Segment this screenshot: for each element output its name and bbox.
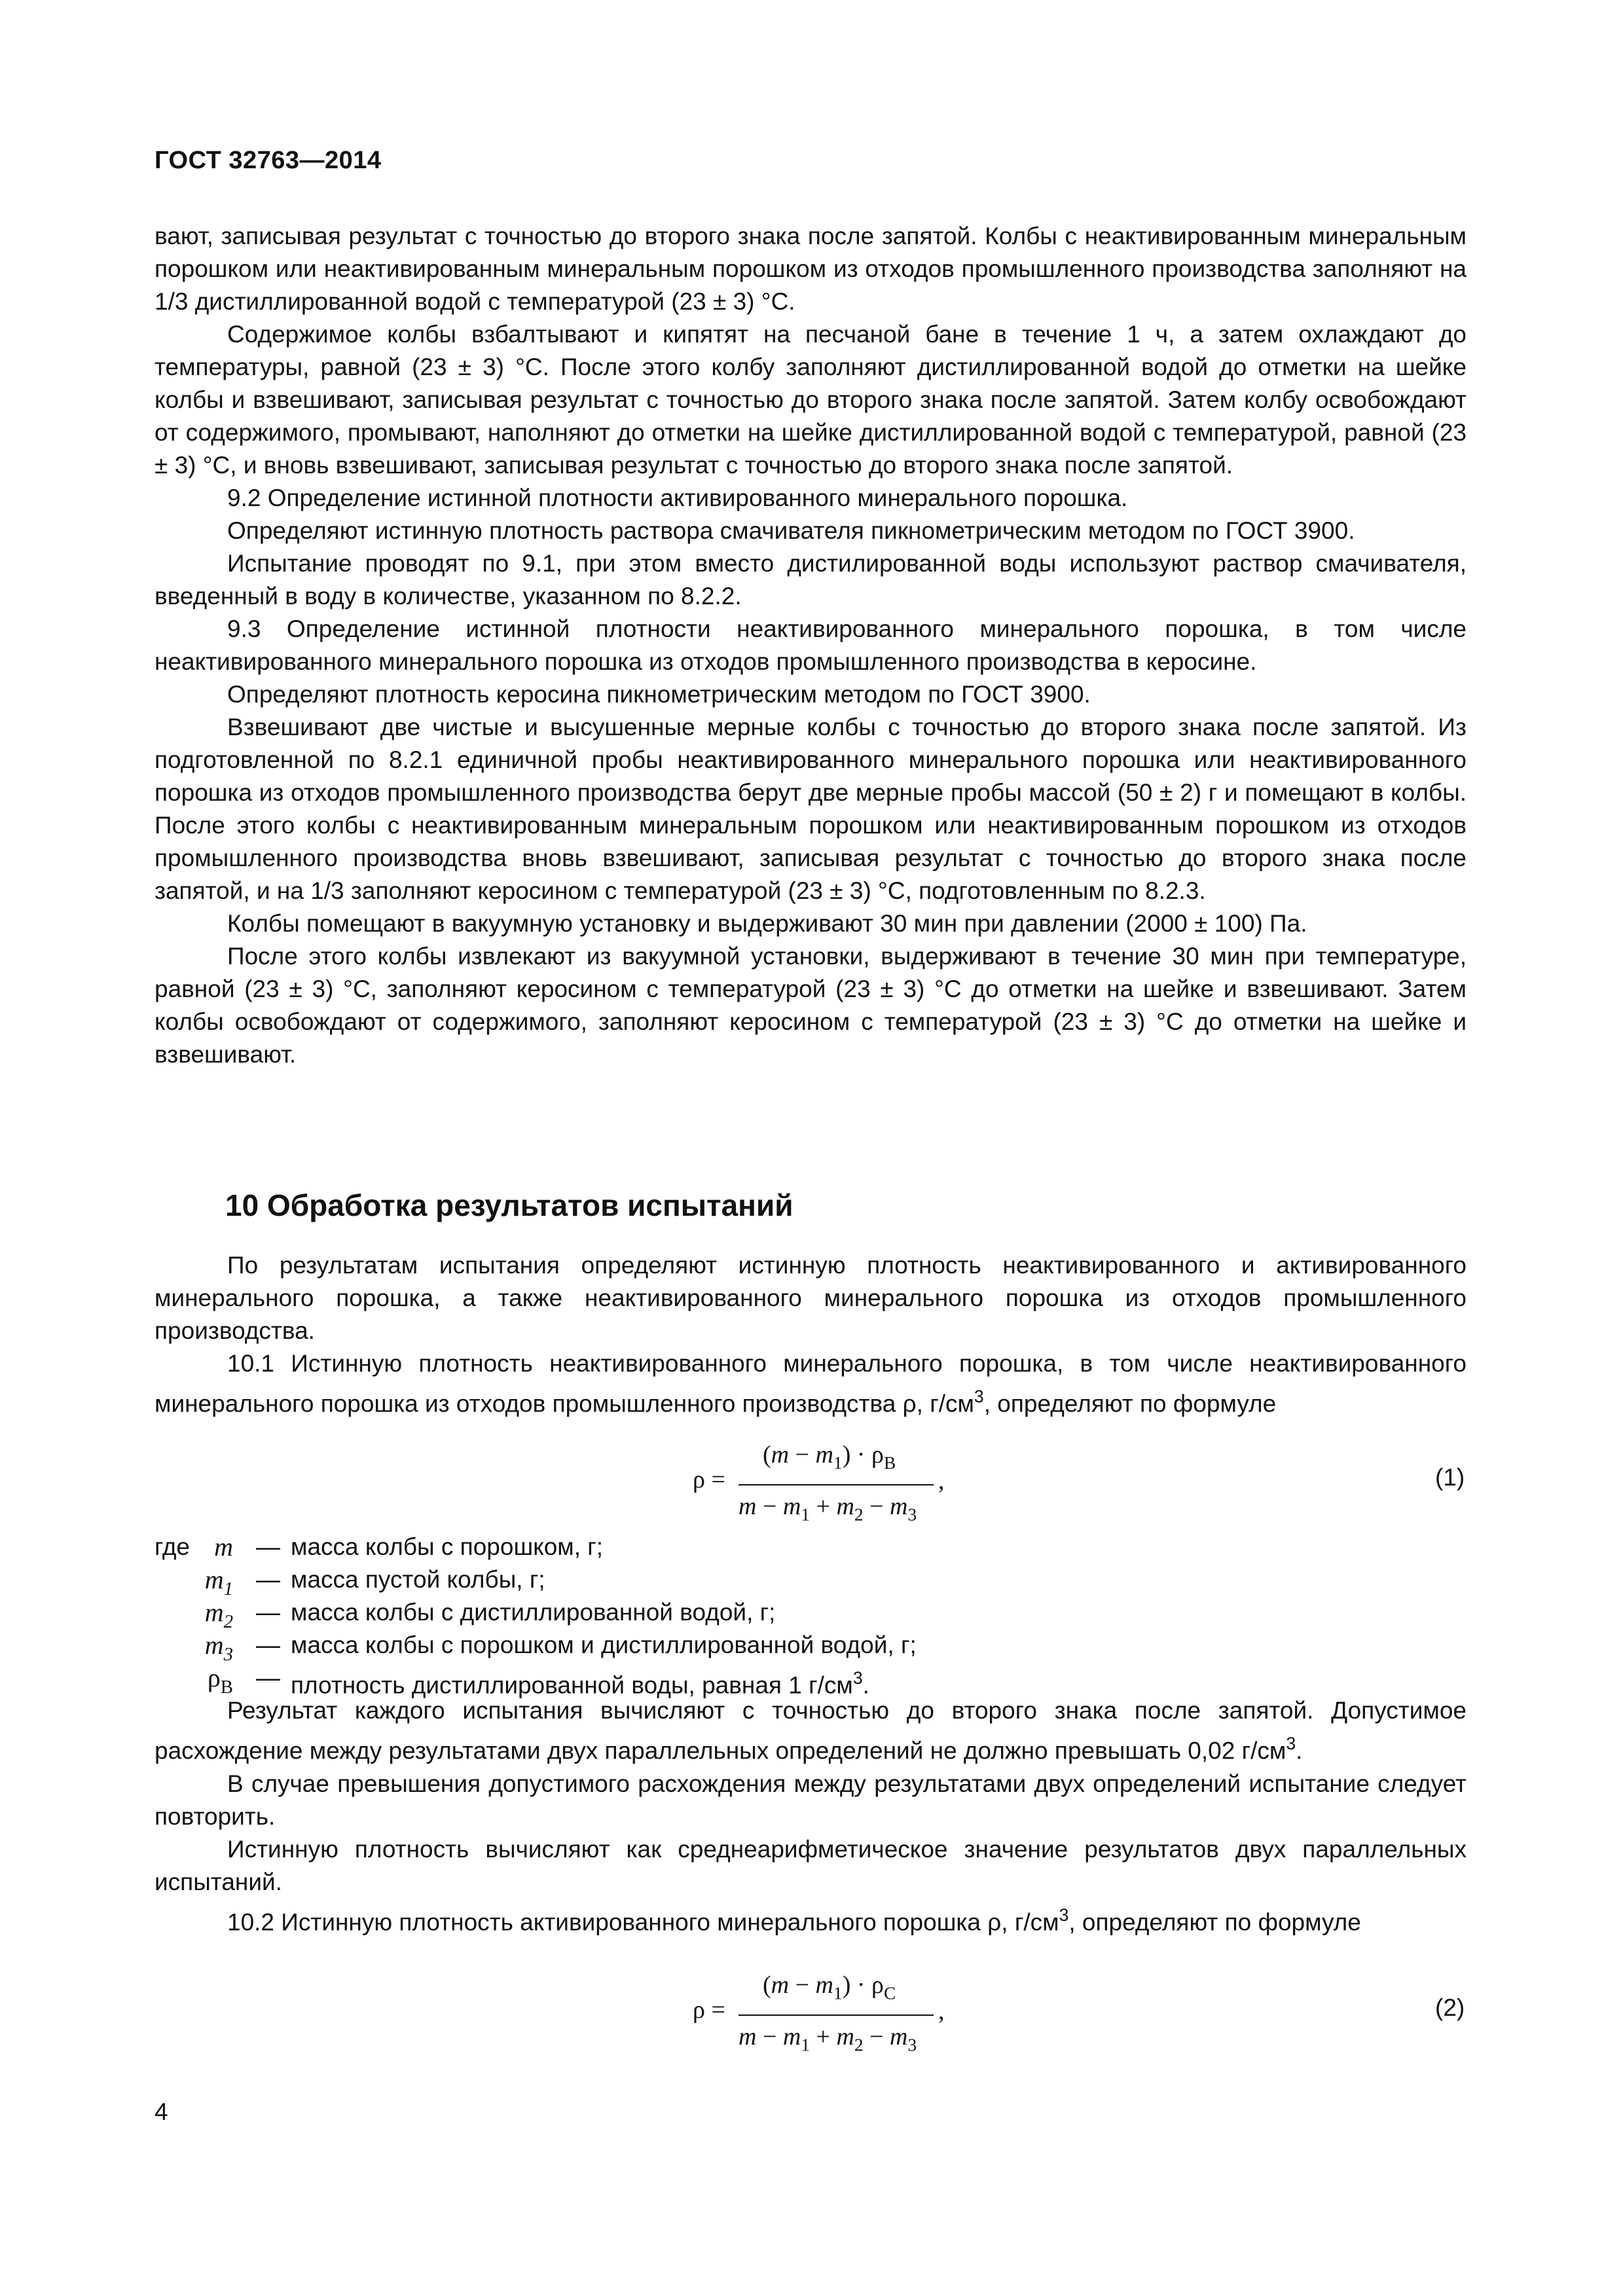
clause-10-1-end: , определяют по формуле xyxy=(983,1390,1277,1417)
legend-symbol: $m_3$ xyxy=(204,1630,233,1666)
legend-symbol: m xyxy=(214,1532,233,1561)
section-intro: По результатам испытания определяют истинную плотность неактивированного и активированного минерального порошка, а также неактивированного минерального порошка из отходов промышленного производства. xyxy=(155,1252,1467,1344)
paragraph: вают, записывая результат с точностью до второго знака после запятой. Колбы с неактивированным минеральным порошком или неактивированным минеральным порошком из отходов промышленного производства заполняют на 1/3 дистиллированной водой с температурой (23 ± 3) °С. xyxy=(155,223,1467,315)
legend-symbol: $m_2$ xyxy=(204,1597,233,1633)
document-header: ГОСТ 32763—2014 xyxy=(155,147,382,174)
paragraph: В случае превышения допустимого расхождения между результатами двух определений испытание следует повторить. xyxy=(155,1770,1467,1830)
rho-subscript: С xyxy=(883,1983,896,2003)
paragraph: Определяют плотность керосина пикнометрическим методом по ГОСТ 3900. xyxy=(227,681,1091,708)
paragraph: Истинную плотность вычисляют как среднеарифметическое значение результатов двух параллельных испытаний. xyxy=(155,1835,1467,1895)
fraction-bar xyxy=(739,2014,934,2016)
paragraph: После этого колбы извлекают из вакуумной установки, выдерживают в течение 30 мин при температуре, равной (23 ± 3) °С, заполняют керосином с температурой (23 ± 3) °С до отметки на шейке и взвешивают. Затем колбы освобождают от содержимого, заполняют керосином с температурой (23 ± 3) °С до отметки на шейке и взвешивают. xyxy=(155,943,1467,1068)
legend-dash: — xyxy=(256,1664,280,1691)
legend-dash: — xyxy=(256,1599,280,1626)
equation-number: (1) xyxy=(1435,1464,1465,1491)
formula-comma: , xyxy=(938,1467,945,1495)
paragraph: Результат каждого испытания вычисляют с точностью до второго знака после запятой. Допустимое расхождение между результатами двух параллельных определений не должно превышать 0,02 $г/см^3$. xyxy=(155,1697,1467,1764)
legend-description: масса пустой колбы, г; xyxy=(291,1566,545,1593)
fraction-bar xyxy=(739,1484,934,1485)
legend-dash: — xyxy=(256,1566,280,1593)
legend-where: где xyxy=(155,1533,191,1560)
formula-rho: ρ = xyxy=(693,1466,725,1493)
paragraph: Колбы помещают в вакуумную установку и выдерживают 30 мин при давлении (2000 ± 100) Па. xyxy=(227,910,1307,937)
formula-denominator: $m - m_1 + m_2 - m_3$ xyxy=(739,1493,917,1525)
paragraph: Содержимое колбы взбалтывают и кипятят на песчаной бане в течение 1 ч, а затем охлаждают до температуры, равной (23 ± 3) °С. После этого колбу заполняют дистиллированной водой до отметки на шейке колбы и взвешивают, записывая результат с точностью до второго знака после запятой. Затем колбу освобождают от содержимого, промывают, наполняют до отметки на шейке дистиллированной водой с температурой, равной (23 ± 3) °С, и вновь взвешивают, записывая результат с точностью до второго знака после запятой. xyxy=(155,321,1467,479)
clause-10-1 xyxy=(155,1347,1467,1421)
equation-number: (2) xyxy=(1435,1994,1465,2021)
symbol-legend xyxy=(155,1531,1467,1701)
clause-9-2: 9.2 Определение истинной плотности активированного минерального порошка. xyxy=(227,484,1128,511)
legend-dash: — xyxy=(256,1631,280,1658)
superscript: 3 xyxy=(974,1387,984,1406)
formula-comma: , xyxy=(938,1997,945,2025)
paragraph: Взвешивают две чистые и высушенные мерные колбы с точностью до второго знака после запятой. Из подготовленной по 8.2.1 единичной пробы неактивированного минерального порошка или неактивированного порошка из отходов промышленного производства берут две мерные пробы массой (50 ± 2) г и помещают в колбы. После этого колбы с неактивированным минеральным порошком или неактивированным порошком из отходов промышленного производства вновь взвешивают, записывая результат с точностью до второго знака после запятой, и на 1/3 заполняют керосином с температурой (23 ± 3) °С, подготовленным по 8.2.3. xyxy=(155,714,1467,904)
formula-numerator: $(m - m_1) \cdot \rho_В$ xyxy=(763,1441,896,1473)
top-text-block xyxy=(155,220,1467,1071)
formula-denominator: $m - m_1 + m_2 - m_3$ xyxy=(739,2023,917,2055)
results-text xyxy=(155,1694,1467,1939)
rho-subscript: В xyxy=(883,1453,896,1473)
legend-dash: — xyxy=(256,1533,280,1560)
legend-description: плотность дистиллированной воды, равная 1 $г/см^3$. xyxy=(291,1668,869,1699)
legend-symbol: $\rho_В$ xyxy=(207,1663,233,1698)
page-number: 4 xyxy=(155,2098,168,2125)
clause-10-2: 10.2 Истинную плотность активированного минерального порошка ρ, $г/см^3$, определяют по формуле xyxy=(227,1904,1361,1936)
clause-9-3: 9.3 Определение истинной плотности неактивированного минерального порошка, в том числе неактивированного минерального порошка из отходов промышленного производства в керосине. xyxy=(155,615,1467,675)
legend-description: масса колбы с порошком и дистиллированной водой, г; xyxy=(291,1631,917,1658)
legend-description: масса колбы с порошком, г; xyxy=(291,1533,604,1560)
paragraph: Определяют истинную плотность раствора смачивателя пикнометрическим методом по ГОСТ 3900. xyxy=(227,517,1355,544)
section-10-text xyxy=(155,1249,1467,1421)
legend-symbol: $m_1$ xyxy=(204,1565,233,1600)
legend-description: масса колбы с дистиллированной водой, г; xyxy=(291,1599,776,1626)
section-heading: 10 Обработка результатов испытаний xyxy=(225,1188,793,1222)
paragraph: Испытание проводят по 9.1, при этом вместо дистилированной воды используют раствор смачивателя, введенный в воду в количестве, указанном по 8.2.2. xyxy=(155,550,1467,610)
formula-rho: ρ = xyxy=(693,1996,725,2024)
clause-10-1-text: 10.1 Истинную плотность неактивированного минерального порошка, в том числе неактивированного минерального порошка из отходов промышленного производства ρ, г/см xyxy=(155,1350,1467,1417)
formula-numerator: $(m - m_1) \cdot \rho_С$ xyxy=(763,1971,896,2003)
